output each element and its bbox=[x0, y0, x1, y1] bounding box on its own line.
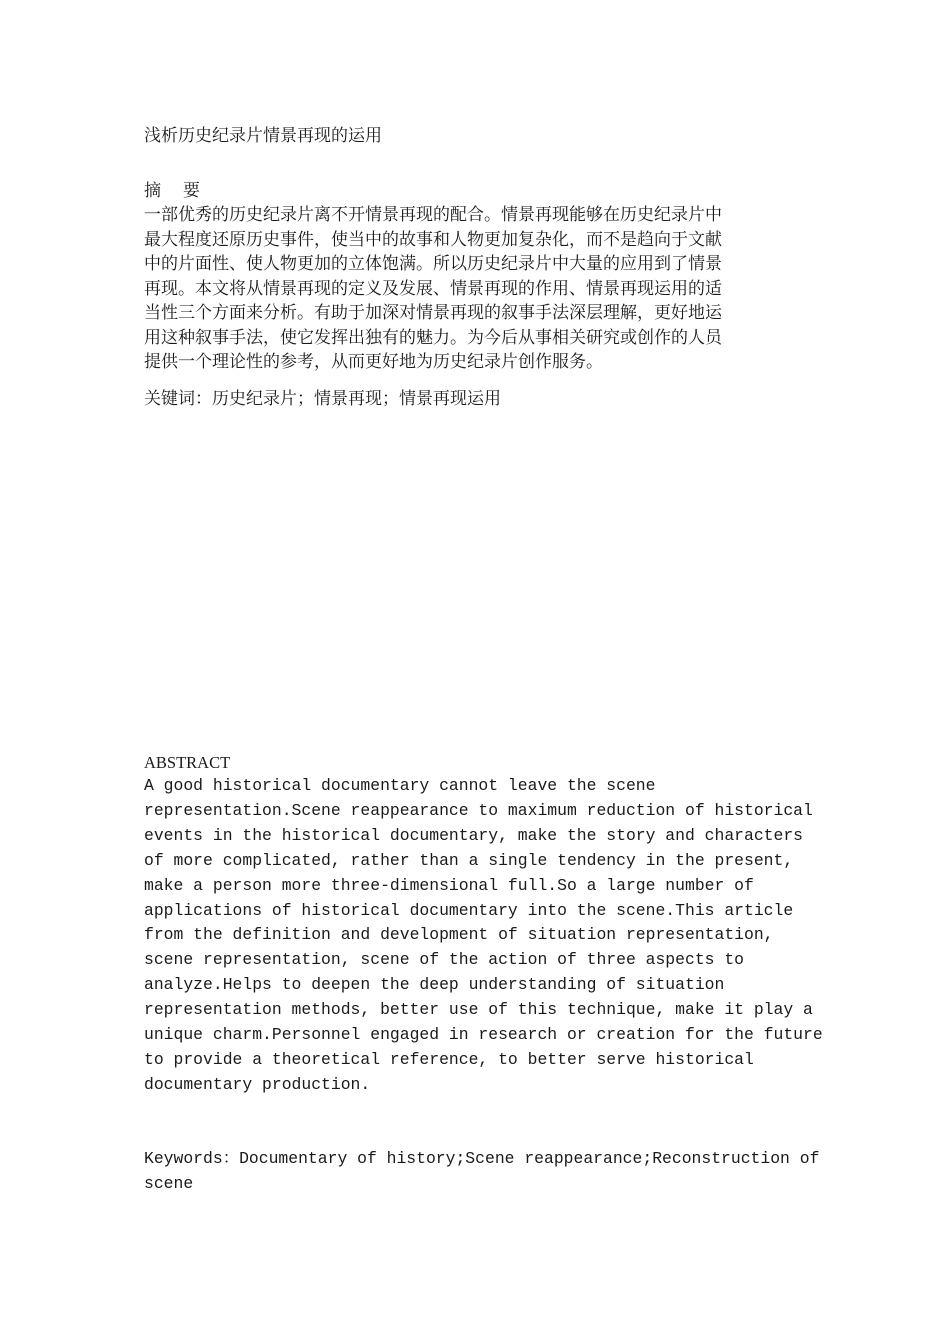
document-page bbox=[144, 124, 823, 1193]
abstract-heading-en: ABSTRACT bbox=[144, 753, 231, 772]
abstract-heading-cn bbox=[144, 179, 814, 204]
abstract-body-en: A good historical documentary cannot leave the scene representation.Scene reappearance to maximum reduction of historical events in the historical documentary, make the story and characters of more complicated, rather than a single tendency in the present, make a person more three-dimensional full.So a large number of applications of historical documentary into the scene.This article from the definition and development of situation representation, scene representation, scene of the action of three aspects to analyze.Helps to deepen the deep understanding of situation representation methods, better use of this technique, make it play a unique charm.Personnel engaged in research or creation for the future to provide a theoretical reference, to better serve historical documentary production. bbox=[144, 776, 823, 1094]
keywords-cn: 关键词：历史纪录片；情景再现；情景再现运用 bbox=[144, 388, 501, 409]
abstract-heading-char-1: 摘 bbox=[144, 180, 161, 201]
abstract-heading-char-2: 要 bbox=[183, 180, 200, 201]
keywords-en: Keywords：Documentary of history;Scene reappearance;Reconstruction of scene bbox=[144, 1149, 820, 1193]
abstract-body-cn: 一部优秀的历史纪录片离不开情景再现的配合。情景再现能够在历史纪录片中 最大程度还原历史事件，使当中的故事和人物更加复杂化，而不是趋向于文献 中的片面性、使人物更加的立体饱满。所以历史纪录片中大量的应用到了情景 再现。本文将从情景再现的定义及发展、情景再现的作用、情景再现运用的适 当性三个方面来分析。有助于加深对情景再现的叙事手法深层理解，更好地运 用这种叙事手法，使它发挥出独有的魅力。为今后从事相关研究或创作的人员 提供一个理论性的参考，从而更好地为历史纪录片创作服务。 bbox=[144, 205, 722, 372]
page-title: 浅析历史纪录片情景再现的运用 bbox=[144, 126, 382, 146]
